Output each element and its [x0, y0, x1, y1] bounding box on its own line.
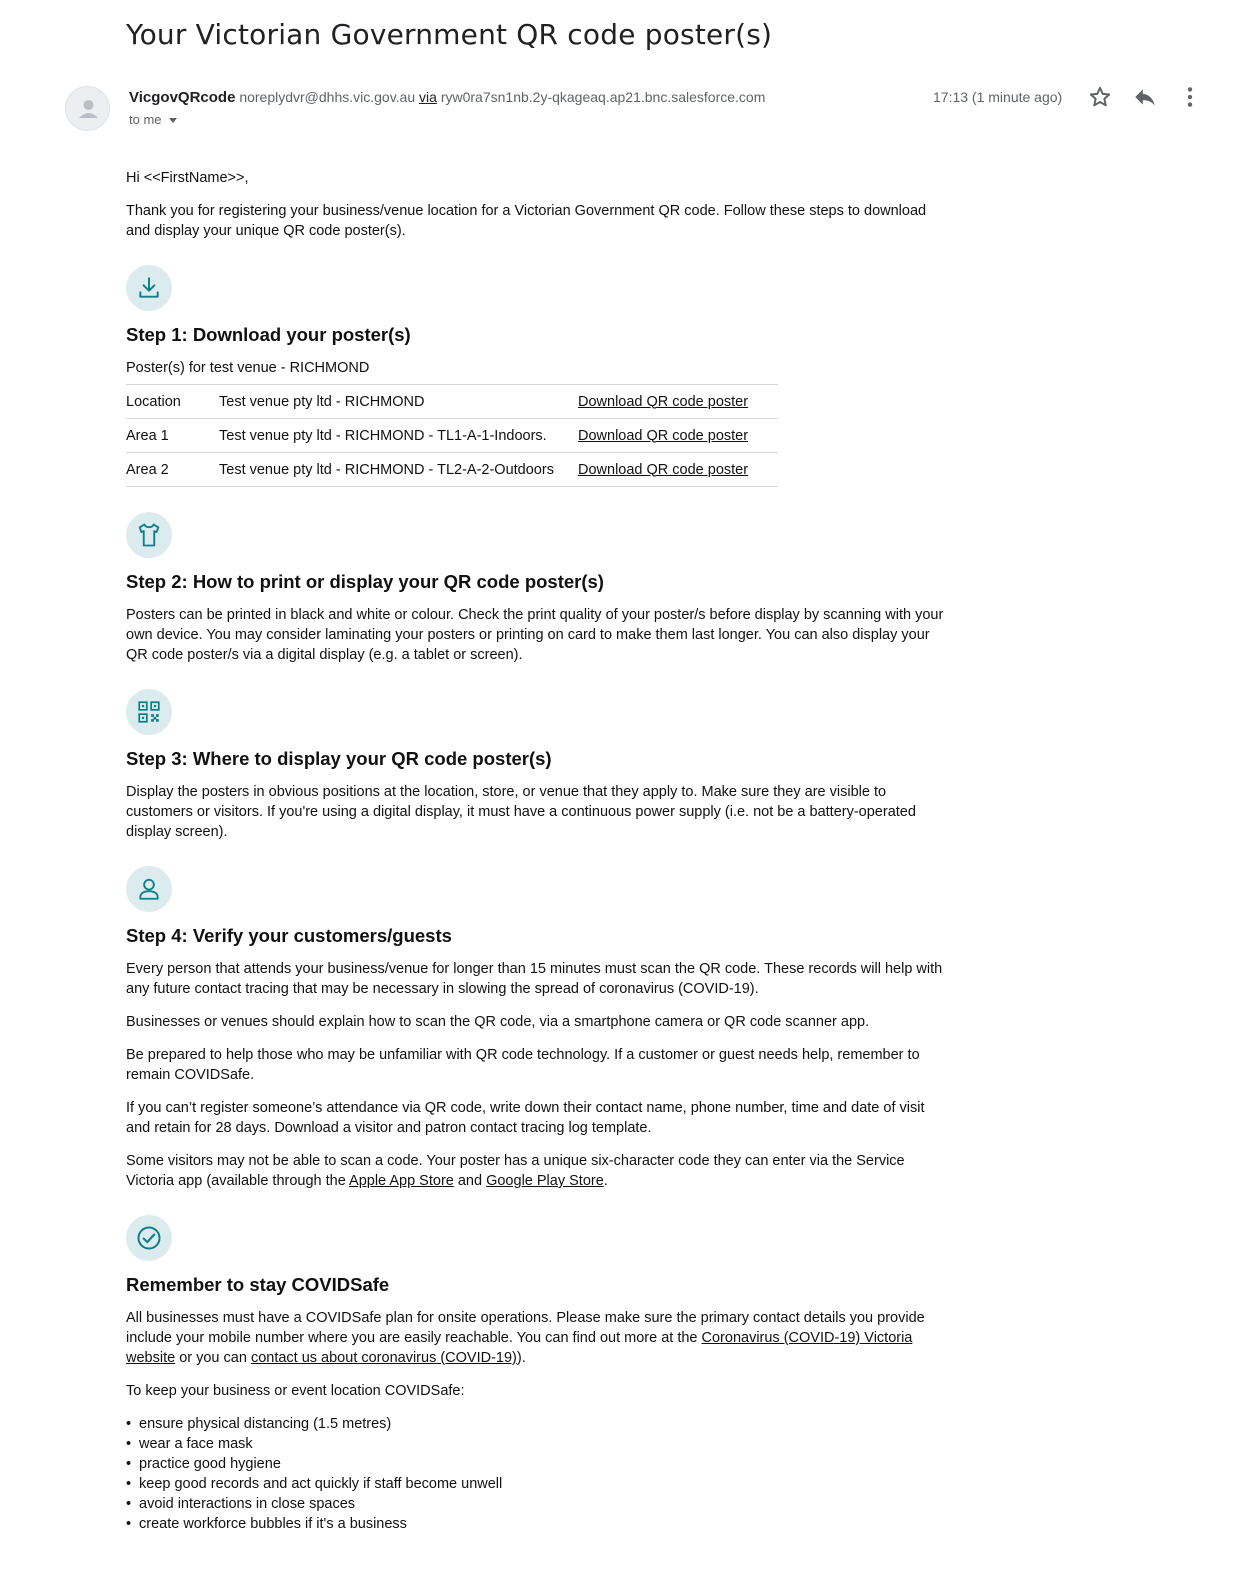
qr-code-icon	[136, 699, 162, 725]
via-link[interactable]: via	[419, 89, 437, 105]
step2-title: Step 2: How to print or display your QR code poster(s)	[126, 571, 604, 592]
recipient-label: to me	[129, 112, 162, 127]
step4-p5-text: Some visitors may not be able to scan a code. Your poster has a unique six-character code they can enter via the Service Victoria app (available through the	[126, 1153, 905, 1189]
list-item: • practice good hygiene	[126, 1454, 946, 1474]
step4-p5	[126, 1151, 946, 1191]
via-domain: ryw0ra7sn1nb.2y-qkageaq.ap21.bnc.salesforce.com	[440, 89, 766, 105]
download-icon	[136, 275, 162, 301]
user-icon	[136, 876, 162, 902]
row-label: Area 1	[126, 419, 219, 453]
list-item: • avoid interactions in close spaces	[126, 1494, 946, 1514]
list-item: • keep good records and act quickly if staff become unwell	[126, 1474, 946, 1494]
person-icon	[66, 87, 110, 131]
poster-table	[126, 384, 778, 487]
table-row	[126, 385, 778, 419]
download-poster-link[interactable]: Download QR code poster	[578, 461, 749, 478]
step1-title: Step 1: Download your poster(s)	[126, 324, 411, 345]
star-icon[interactable]	[1087, 84, 1113, 110]
covidsafe-list	[126, 1414, 946, 1534]
print-step-icon	[126, 512, 172, 558]
shirt-icon	[135, 521, 163, 549]
reply-icon[interactable]	[1132, 84, 1158, 110]
email-subject: Your Victorian Government QR code poster(s)	[126, 18, 773, 51]
list-item: • ensure physical distancing (1.5 metres)	[126, 1414, 946, 1434]
row-label: Area 2	[126, 453, 219, 487]
greeting: Hi <<FirstName>>,	[126, 170, 249, 186]
remember-p2: To keep your business or event location COVIDSafe:	[126, 1383, 465, 1399]
poster-caption: Poster(s) for test venue - RICHMOND	[126, 360, 370, 376]
list-item: • create workforce bubbles if it's a business	[126, 1514, 946, 1534]
remember-p1-end: ).	[516, 1350, 526, 1366]
check-circle-icon	[135, 1224, 163, 1252]
chevron-down-icon	[169, 118, 177, 123]
remember-title: Remember to stay COVIDSafe	[126, 1274, 390, 1295]
step4-p5-mid: and	[453, 1173, 487, 1189]
step4-p4: If you can’t register someone’s attendance via QR code, write down their contact name, phone number, time and date of visit and retain for 28 days. Download a visitor and patron contact tracing log template.	[126, 1100, 925, 1136]
step4-p5-end: .	[603, 1173, 608, 1189]
list-item: • wear a face mask	[126, 1434, 946, 1454]
person-step-icon	[126, 866, 172, 912]
download-poster-link[interactable]: Download QR code poster	[578, 427, 749, 444]
contact-us-coronavirus-link[interactable]: contact us about coronavirus (COVID-19)	[250, 1350, 517, 1366]
apple-app-store-link[interactable]: Apple App Store	[349, 1173, 454, 1189]
sender-name[interactable]: VicgovQRcode	[129, 89, 236, 106]
download-step-icon	[126, 265, 172, 311]
step4-p2: Businesses or venues should explain how to scan the QR code, via a smartphone camera or QR code scanner app.	[126, 1014, 870, 1030]
covid-victoria-website-link[interactable]: Coronavirus (COVID-19) Victoria website	[126, 1330, 913, 1366]
email-body	[126, 168, 946, 1534]
row-venue-name: Test venue pty ltd - RICHMOND - TL2-A-2-Outdoors	[219, 453, 578, 487]
sender-line	[129, 89, 765, 106]
step4-p3: Be prepared to help those who may be unfamiliar with QR code technology. If a customer or guest needs help, remember to remain COVIDSafe.	[126, 1047, 920, 1083]
row-venue-name: Test venue pty ltd - RICHMOND - TL1-A-1-Indoors.	[219, 419, 578, 453]
sender-avatar[interactable]	[65, 86, 110, 131]
email-timestamp: 17:13 (1 minute ago)	[933, 89, 1063, 105]
remember-p1	[126, 1308, 946, 1368]
row-label: Location	[126, 385, 219, 419]
step2-text: Posters can be printed in black and white or colour. Check the print quality of your poster/s before display by scanning with your own device. You may consider laminating your posters or printing on card to make them last longer. You can also display your QR code poster/s via a digital display (e.g. a tablet or screen).	[126, 607, 944, 663]
step4-p1: Every person that attends your business/venue for longer than 15 minutes must scan the QR code. These records will help with any future contact tracing that may be necessary in slowing the spread of coronavirus (COVID-19).	[126, 961, 943, 997]
more-options-icon[interactable]	[1177, 84, 1203, 110]
intro-text: Thank you for registering your business/venue location for a Victorian Government QR code. Follow these steps to download and display your unique QR code poster(s).	[126, 203, 927, 239]
table-row	[126, 453, 778, 487]
row-venue-name: Test venue pty ltd - RICHMOND	[219, 385, 578, 419]
table-row	[126, 419, 778, 453]
step4-title: Step 4: Verify your customers/guests	[126, 925, 452, 946]
remember-p1-text: All businesses must have a COVIDSafe plan for onsite operations. Please make sure the primary contact details you provide include your mobile number where you are easily reachable. You can find out more at the	[126, 1310, 925, 1346]
step3-text: Display the posters in obvious positions at the location, store, or venue that they apply to. Make sure they are visible to customers or visitors. If you're using a digital display, it must have a continuous power supply (i.e. not be a battery-operated display screen).	[126, 784, 916, 840]
check-step-icon	[126, 1215, 172, 1261]
qr-step-icon	[126, 689, 172, 735]
google-play-store-link[interactable]: Google Play Store	[486, 1173, 604, 1189]
step3-title: Step 3: Where to display your QR code poster(s)	[126, 748, 552, 769]
sender-email: noreplydvr@dhhs.vic.gov.au	[239, 89, 416, 105]
download-poster-link[interactable]: Download QR code poster	[578, 393, 749, 410]
remember-p1-mid: or you can	[175, 1350, 251, 1366]
recipient-dropdown[interactable]	[129, 112, 177, 127]
